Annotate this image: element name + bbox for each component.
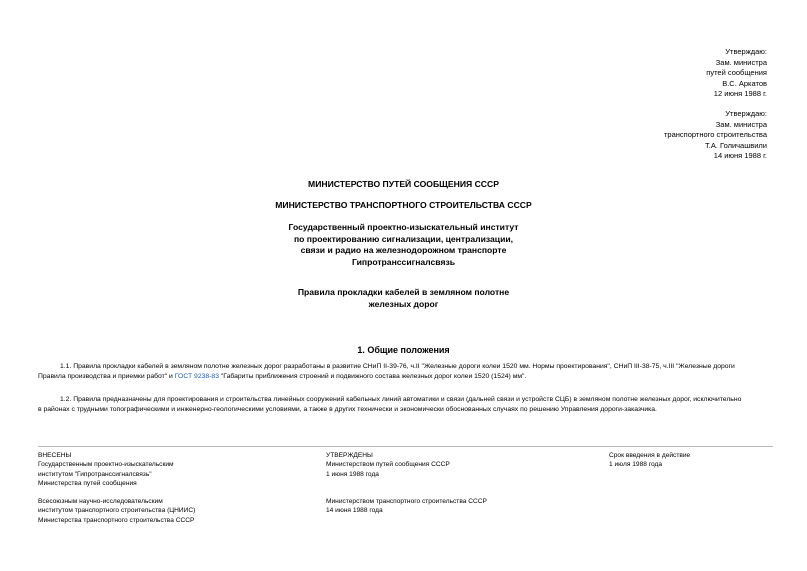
footer-approved <box>326 451 487 516</box>
approval-position-ministry: путей сообщения <box>706 68 767 77</box>
footer-effective-date: 1 июля 1988 года <box>609 461 663 469</box>
approval-stamp-construction <box>567 109 767 162</box>
institute-name: Гипротранссигналсвязь <box>351 256 456 267</box>
footer-spacer <box>326 488 487 497</box>
section-heading-text: 1. Общие положения <box>357 345 450 355</box>
document-title <box>0 287 807 310</box>
paragraph-line: в районах с трудными топографическими и инженерно-геологическими условиями, а также в других технически и экономически обоснованных случаях по решению Управления дороги-заказчика. <box>38 406 657 414</box>
paragraph-line <box>38 372 773 382</box>
approval-label: Утверждаю: <box>725 109 767 118</box>
approval-position-ministry: транспортного строительства <box>663 130 767 139</box>
paragraph-line: 1.1. Правила прокладки кабелей в земляном полотне железных дорог разработаны в развитие СНиП II-39-76, ч.II "Железные дороги колеи 1520 мм. Нормы проектирования", СНиП III-38-75, ч.III "Железные дороги <box>60 363 735 370</box>
footer-divider <box>38 446 773 447</box>
footer-line: Министерства путей сообщения <box>38 479 137 487</box>
approval-signatory: В.С. Аркатов <box>722 78 767 88</box>
ministry-heading-construction <box>0 200 807 212</box>
ministry-name: МИНИСТЕРСТВО ПУТЕЙ СООБЩЕНИЯ СССР <box>308 179 499 189</box>
title-line: железных дорог <box>368 298 439 309</box>
approval-position: Зам. министра <box>715 57 767 67</box>
paragraph-text: "Габариты приближения строений и подвижного состава железных дорог колеи 1520 (1524) мм". <box>219 373 527 381</box>
footer-line: 14 июня 1988 года <box>326 507 383 515</box>
footer-label: Срок введения в действие <box>609 452 691 459</box>
paragraph-line: 1.2. Правила предназначены для проектирования и строительства линейных сооружений кабельных линий автоматики и связи (дальней связи и устройств СЦБ) в земляном полотне железных дорог, исключительно <box>60 396 742 403</box>
institute-line: по проектированию сигнализации, централизации, <box>293 233 514 244</box>
gost-link[interactable]: ГОСТ 9238-83 <box>174 373 219 381</box>
paragraph-text: Правила производства и приемки работ" и <box>38 373 175 381</box>
footer-line: институтом транспортного строительства (ЦНИИС) <box>38 507 196 515</box>
institute-block <box>0 222 807 268</box>
footer-line: институтом "Гипротранссигналсвязь" <box>38 470 152 478</box>
footer-introduced <box>38 451 195 525</box>
approval-stamp-railways <box>567 47 767 100</box>
footer-spacer <box>326 479 487 488</box>
footer-line: 1 июня 1988 года <box>326 470 379 478</box>
institute-line: связи и радио на железнодорожном транспорте <box>300 245 507 255</box>
section-heading <box>0 345 807 357</box>
approval-label: Утверждаю: <box>725 47 767 56</box>
paragraph-1-1 <box>38 362 773 383</box>
footer-line: Государственным проектно-изыскательским <box>38 461 174 469</box>
ministry-heading-railways <box>0 179 807 191</box>
title-line: Правила прокладки кабелей в земляном полотне <box>297 287 510 297</box>
approval-date: 14 июня 1988 г. <box>713 151 767 160</box>
approval-signatory: Т.А. Голичашвили <box>705 140 767 150</box>
paragraph-1-2 <box>38 395 773 416</box>
footer-line: Министерством путей сообщения СССР <box>326 461 450 469</box>
footer-label: ВНЕСЕНЫ <box>38 452 72 459</box>
footer-line: Всесоюзным научно-исследовательским <box>38 498 163 506</box>
approval-position: Зам. министра <box>715 119 767 129</box>
institute-line: Государственный проектно-изыскательный институт <box>288 222 519 232</box>
footer-spacer <box>38 488 195 497</box>
ministry-name: МИНИСТЕРСТВО ТРАНСПОРТНОГО СТРОИТЕЛЬСТВА СССР <box>275 200 532 210</box>
footer-effective <box>609 451 690 470</box>
footer-label: УТВЕРЖДЕНЫ <box>326 452 373 459</box>
footer-line: Министерства транспортного строительства СССР <box>38 516 195 524</box>
approval-date: 12 июня 1988 г. <box>713 89 767 98</box>
footer-line: Министерством транспортного строительства СССР <box>326 498 487 506</box>
